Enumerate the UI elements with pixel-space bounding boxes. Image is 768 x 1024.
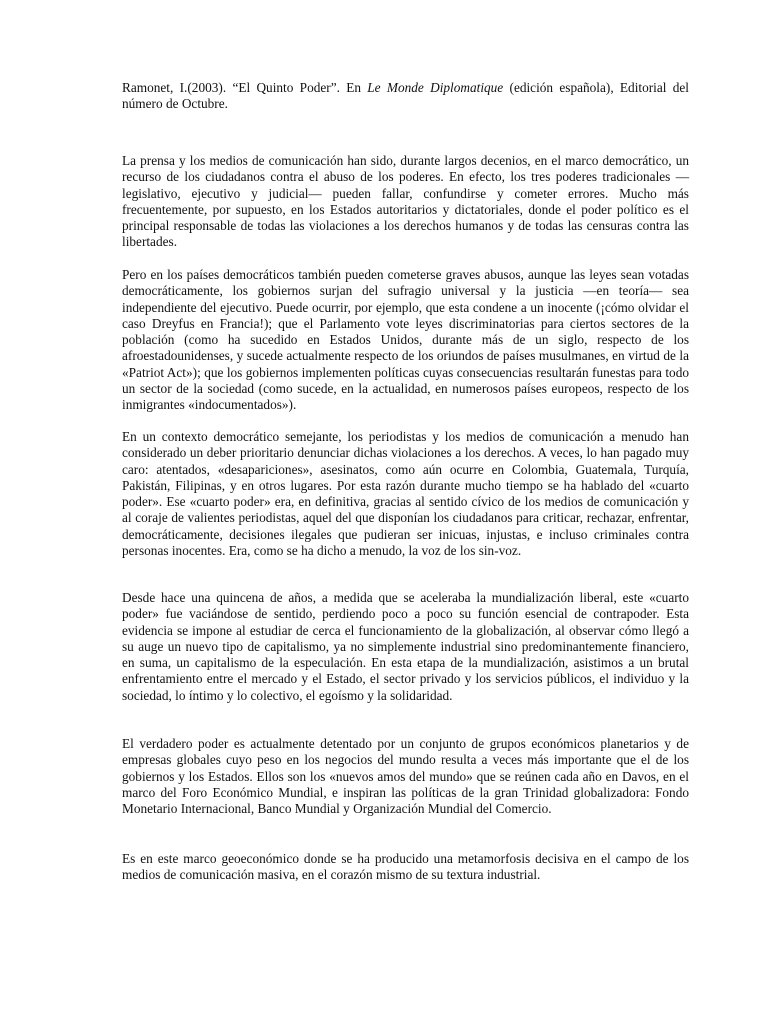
paragraph-1: La prensa y los medios de comunicación han sido, durante largos decenios, en el marco democrático, un recurso de los ciudadanos contra el abuso de los poderes. En efecto, los tres poderes tradicionales —legislativo, ejecutivo y judicial— pueden fallar, confundirse y cometer errores. Mucho más frecuentemente, por supuesto, en los Estados autoritarios y dictatoriales, donde el poder político es el principal responsable de todas las violaciones a los derechos humanos y de todas las censuras contra las libertades.: [122, 153, 689, 250]
paragraph-6: Es en este marco geoeconómico donde se ha producido una metamorfosis decisiva en el campo de los medios de comunicación masiva, en el corazón mismo de su textura industrial.: [122, 851, 689, 883]
citation-suffix: (edición española), Editorial del número de Octubre.: [122, 80, 689, 112]
paragraph-3: En un contexto democrático semejante, los periodistas y los medios de comunicación a menudo han considerado un deber prioritario denunciar dichas violaciones a los derechos. A veces, lo han pagado muy caro: atentados, «desapariciones», asesinatos, como aún ocurre en Colombia, Guatemala, Turquía, Pakistán, Filipinas, y en otros lugares. Por esta razón durante mucho tiempo se ha hablado del «cuarto poder». Ese «cuarto poder» era, en definitiva, gracias al sentido cívico de los medios de comunicación y al coraje de valientes periodistas, aquel del que disponían los ciudadanos para criticar, rechazar, enfrentar, democráticamente, decisiones ilegales que pudieran ser inicuas, injustas, e incluso criminales contra personas inocentes. Era, como se ha dicho a menudo, la voz de los sin-voz.: [122, 429, 689, 559]
citation-journal: Le Monde Diplomatique: [367, 80, 504, 95]
citation-prefix: Ramonet, I.(2003). “El Quinto Poder”. En: [122, 80, 368, 95]
citation: [122, 80, 689, 113]
paragraph-2: Pero en los países democráticos también pueden cometerse graves abusos, aunque las leyes sean votadas democráticamente, los gobiernos surjan del sufragio universal y la justicia —en teoría— sea independiente del ejecutivo. Puede ocurrir, por ejemplo, que esta condene a un inocente (¡cómo olvidar el caso Dreyfus en Francia!); que el Parlamento vote leyes discriminatorias para ciertos sectores de la población (como ha sucedido en Estados Unidos, durante más de un siglo, respecto de los afroestadounidenses, y sucede actualmente respecto de los oriundos de países musulmanes, en virtud de la «Patriot Act»); que los gobiernos implementen políticas cuyas consecuencias resultarán funestas para todo un sector de la sociedad (como sucede, en la actualidad, en numerosos países europeos, respecto de los inmigrantes «indocumentados»).: [122, 267, 689, 413]
paragraph-4: Desde hace una quincena de años, a medida que se aceleraba la mundialización liberal, este «cuarto poder» fue vaciándose de sentido, perdiendo poco a poco su función esencial de contrapoder. Esta evidencia se impone al estudiar de cerca el funcionamiento de la globalización, al observar cómo llegó a su auge un nuevo tipo de capitalismo, ya no simplemente industrial sino predominantemente financiero, en suma, un capitalismo de la especulación. En esta etapa de la mundialización, asistimos a un brutal enfrentamiento entre el mercado y el Estado, el sector privado y los servicios públicos, el individuo y la sociedad, lo íntimo y lo colectivo, el egoísmo y la solidaridad.: [122, 590, 689, 703]
paragraph-5: El verdadero poder es actualmente detentado por un conjunto de grupos económicos planetarios y de empresas globales cuyo peso en los negocios del mundo resulta a veces más importante que el de los gobiernos y los Estados. Ellos son los «nuevos amos del mundo» que se reúnen cada año en Davos, en el marco del Foro Económico Mundial, e inspiran las políticas de la gran Trinidad globalizadora: Fondo Monetario Internacional, Banco Mundial y Organización Mundial del Comercio.: [122, 736, 689, 817]
